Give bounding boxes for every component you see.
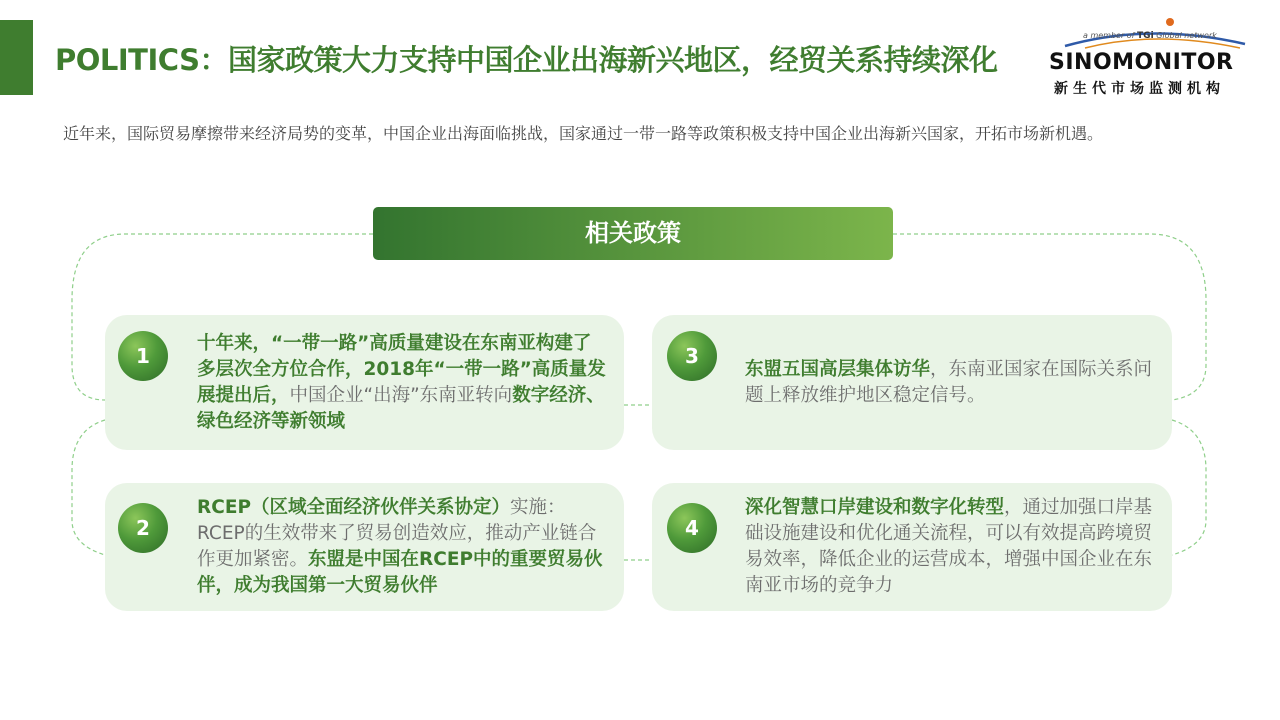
intro-paragraph: 近年来，国际贸易摩擦带来经济局势的变革，中国企业出海面临挑战，国家通过一带一路等政策积极支持中国企业出海新兴国家，开拓市场新机遇。 — [63, 124, 1104, 143]
card-text-bold: 东盟是中国在RCEP中的重要贸易伙伴，成为我国第一大贸易伙伴 — [197, 549, 603, 596]
card-text-bold: 十年来，“一带一路”高质量建设在东南亚构建了多层次全方位合作，2018年“一带一路”高质量发展提出后， — [197, 333, 606, 406]
logo-wordmark: SINOMONITOR — [1049, 50, 1234, 75]
section-header: 相关政策 — [373, 207, 893, 260]
card-text — [745, 495, 1157, 599]
card-text-normal: 中国企业“出海”东南亚转向 — [289, 385, 513, 406]
policy-card-4 — [652, 483, 1172, 611]
logo-subtitle: 新生代市场监测机构 — [1054, 81, 1225, 97]
logo-tagline-suffix: Global network — [1156, 31, 1217, 40]
card-text-normal: ，东南亚国家在国际关系问题上释放维护地区稳定信号。 — [745, 359, 1153, 406]
policy-card-3 — [652, 315, 1172, 450]
logo-tagline-prefix: a member of — [1083, 31, 1135, 40]
card-text-bold: 深化智慧口岸建设和数字化转型 — [745, 497, 1005, 518]
card-number-badge: 3 — [667, 331, 717, 381]
card-text-bold: RCEP（区域全面经济伙伴关系协定） — [197, 497, 511, 518]
card-text-bold: 东盟五国高层集体访华 — [745, 359, 931, 380]
policy-card-2 — [105, 483, 624, 611]
card-text — [745, 357, 1157, 409]
card-number-badge: 4 — [667, 503, 717, 553]
card-text-bold: 数字经济、绿色经济等新领域 — [197, 385, 605, 432]
policy-card-1 — [105, 315, 624, 450]
card-number-badge: 2 — [118, 503, 168, 553]
logo-tgi-mark: TGi — [1137, 31, 1154, 41]
card-text-normal: 实施：RCEP的生效带来了贸易创造效应，推动产业链合作更加紧密。 — [197, 497, 597, 570]
card-text-normal: ，通过加强口岸基础设施建设和优化通关流程，可以有效提高跨境贸易效率，降低企业的运营成本，增强中国企业在东南亚市场的竞争力 — [745, 497, 1153, 596]
card-text — [197, 495, 609, 599]
card-number-badge: 1 — [118, 331, 168, 381]
card-text — [197, 331, 609, 435]
page-title: POLITICS：国家政策大力支持中国企业出海新兴地区，经贸关系持续深化 — [55, 43, 998, 77]
